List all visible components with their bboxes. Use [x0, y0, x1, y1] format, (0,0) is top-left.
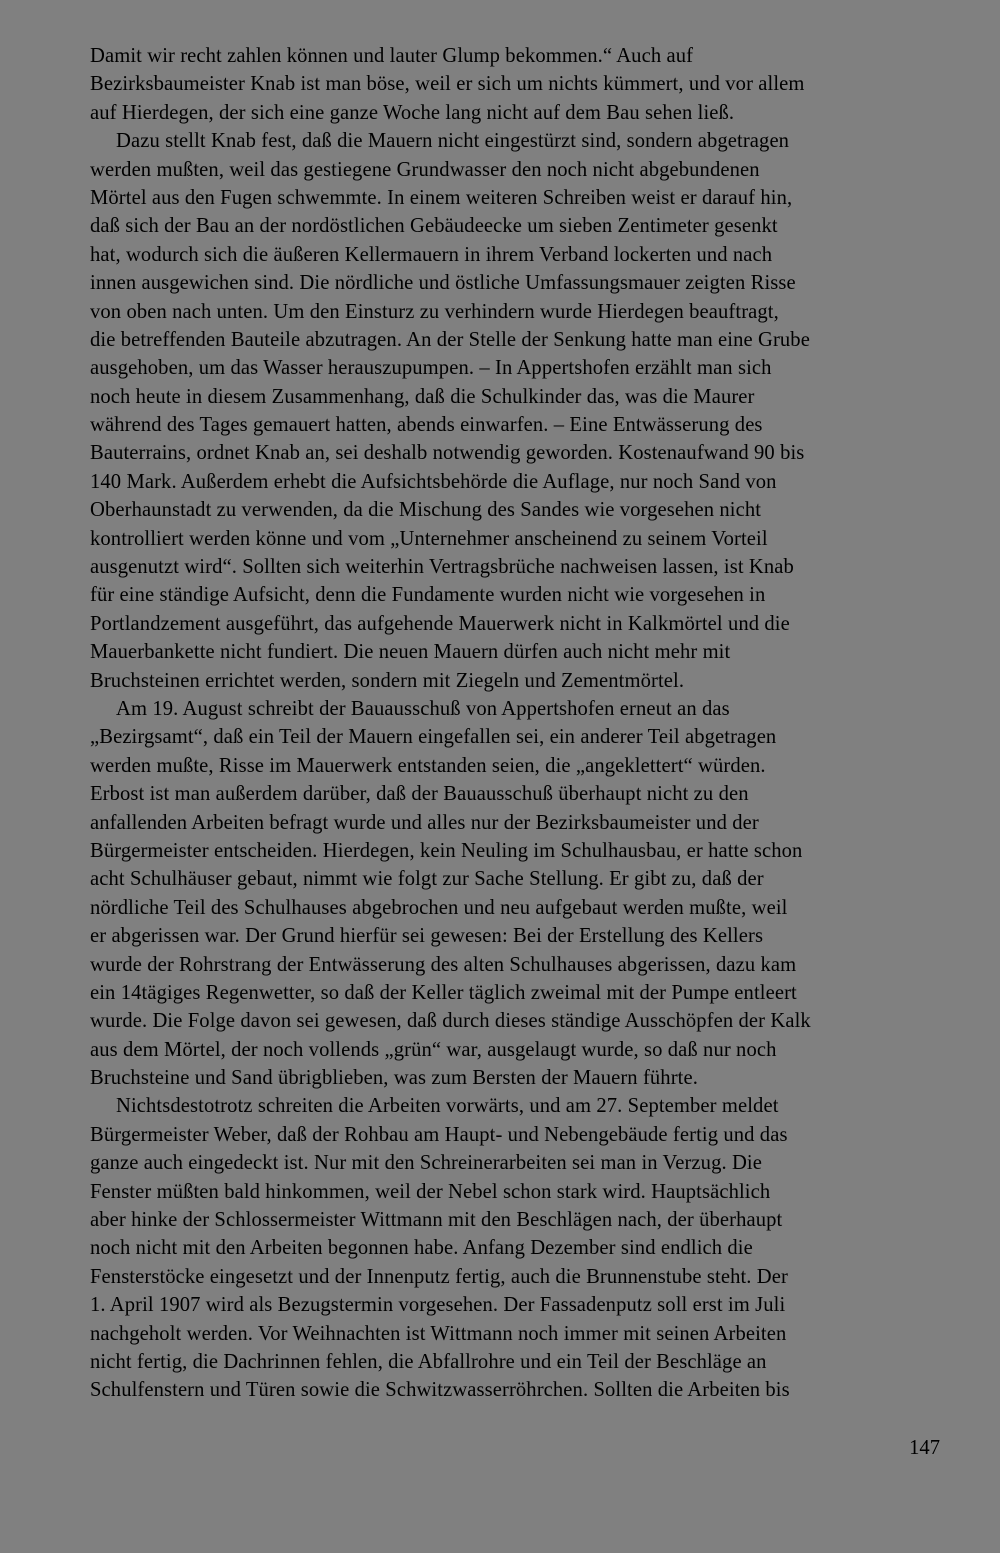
text-line: von oben nach unten. Um den Einsturz zu verhindern wurde Hierdegen beauftragt, [90, 300, 779, 323]
text-line: kontrolliert werden könne und vom „Unternehmer anscheinend zu seinem Vorteil [90, 527, 768, 550]
text-line: Erbost ist man außerdem darüber, daß der Bauausschuß überhaupt nicht zu den [90, 783, 749, 806]
text-line: Fensterstöcke eingesetzt und der Innenputz fertig, auch die Brunnenstube steht. Der [90, 1265, 788, 1288]
text-line: Fenster müßten bald hinkommen, weil der Nebel schon stark wird. Hauptsächlich [90, 1180, 771, 1203]
text-line: Bruchsteine und Sand übrigblieben, was zum Bersten der Mauern führte. [90, 1067, 698, 1090]
page-number: 147 [909, 1437, 940, 1459]
text-line: Bauterrains, ordnet Knab an, sei deshalb notwendig geworden. Kostenaufwand 90 bis [90, 442, 805, 465]
text-line: ausgehoben, um das Wasser herauszupumpen. – In Appertshofen erzählt man sich [90, 357, 772, 380]
text-line: Bürgermeister Weber, daß der Rohbau am Haupt- und Nebengebäude fertig und das [90, 1123, 788, 1146]
text-line: ein 14tägiges Regenwetter, so daß der Keller täglich zweimal mit der Pumpe entleert [90, 981, 797, 1004]
text-line: noch heute in diesem Zusammenhang, daß die Schulkinder das, was die Maurer [90, 385, 755, 408]
text-line: ganze auch eingedeckt ist. Nur mit den Schreinerarbeiten sei man in Verzug. Die [90, 1152, 762, 1175]
text-line: daß sich der Bau an der nordöstlichen Gebäudeecke um sieben Zentimeter gesenkt [90, 215, 778, 238]
paragraph [90, 127, 940, 695]
text-line: Oberhaunstadt zu verwenden, da die Mischung des Sandes wie vorgesehen nicht [90, 499, 762, 522]
text-line: hat, wodurch sich die äußeren Kellermauern in ihrem Verband lockerten und nach [90, 243, 773, 266]
text-line: nicht fertig, die Dachrinnen fehlen, die Abfallrohre und ein Teil der Beschläge an [90, 1350, 767, 1373]
text-line: Portlandzement ausgeführt, das aufgehende Mauerwerk nicht in Kalkmörtel und die [90, 612, 790, 635]
text-line: Mörtel aus den Fugen schwemmte. In einem weiteren Schreiben weist er darauf hin, [90, 186, 793, 209]
text-line: ausgenutzt wird“. Sollten sich weiterhin Vertragsbrüche nachweisen lassen, ist Knab [90, 556, 794, 579]
text-line: innen ausgewichen sind. Die nördliche und östliche Umfassungsmauer zeigten Risse [90, 272, 796, 295]
text-line: nachgeholt werden. Vor Weihnachten ist Wittmann noch immer mit seinen Arbeiten [90, 1322, 787, 1345]
text-line: aus dem Mörtel, der noch vollends „grün“ war, ausgelaugt wurde, so daß nur noch [90, 1038, 777, 1061]
text-line: Damit wir recht zahlen können und lauter Glump bekommen.“ Auch auf [90, 45, 694, 67]
text-line: wurde der Rohrstrang der Entwässerung des alten Schulhauses abgerissen, dazu kam [90, 953, 797, 976]
text-line: auf Hierdegen, der sich eine ganze Woche lang nicht auf dem Bau sehen ließ. [90, 101, 735, 124]
paragraph [90, 1092, 940, 1404]
text-line: Schulfenstern und Türen sowie die Schwitzwasserröhrchen. Sollten die Arbeiten bis [90, 1379, 790, 1402]
text-line: Dazu stellt Knab fest, daß die Mauern nicht eingestürzt sind, sondern abgetragen [116, 130, 790, 153]
text-line: acht Schulhäuser gebaut, nimmt wie folgt zur Sache Stellung. Er gibt zu, daß der [90, 868, 764, 891]
text-line: Bruchsteinen errichtet werden, sondern mit Ziegeln und Zementmörtel. [90, 669, 685, 692]
text-line: noch nicht mit den Arbeiten begonnen habe. Anfang Dezember sind endlich die [90, 1237, 753, 1260]
text-line: die betreffenden Bauteile abzutragen. An der Stelle der Senkung hatte man eine Grube [90, 328, 810, 351]
text-line: während des Tages gemauert hatten, abends einwarfen. – Eine Entwässerung des [90, 414, 763, 437]
text-line: anfallenden Arbeiten befragt wurde und alles nur der Bezirksbaumeister und der [90, 811, 759, 834]
text-line: Mauerbankette nicht fundiert. Die neuen Mauern dürfen auch nicht mehr mit [90, 641, 731, 664]
text-line: nördliche Teil des Schulhauses abgebrochen und neu aufgebaut werden mußte, weil [90, 896, 788, 919]
text-line: werden mußte, Risse im Mauerwerk entstanden seien, die „angeklettert“ würden. [90, 754, 766, 777]
text-line: werden mußten, weil das gestiegene Grundwasser den noch nicht abgebundenen [90, 158, 760, 181]
text-line: „Bezirgsamt“, daß ein Teil der Mauern eingefallen sei, ein anderer Teil abgetragen [90, 726, 777, 749]
text-line: Nichtsdestotrotz schreiten die Arbeiten vorwärts, und am 27. September meldet [116, 1095, 779, 1118]
text-line: er abgerissen war. Der Grund hierfür sei gewesen: Bei der Erstellung des Kellers [90, 925, 764, 948]
text-line: Bezirksbaumeister Knab ist man böse, weil er sich um nichts kümmert, und vor allem [90, 73, 805, 96]
text-line: für eine ständige Aufsicht, denn die Fundamente wurden nicht wie vorgesehen in [90, 584, 766, 607]
text-line: Bürgermeister entscheiden. Hierdegen, kein Neuling im Schulhausbau, er hatte schon [90, 839, 803, 862]
paragraph [90, 42, 940, 127]
text-line: aber hinke der Schlossermeister Wittmann mit den Beschlägen nach, der überhaupt [90, 1209, 783, 1232]
text-line: Am 19. August schreibt der Bauausschuß von Appertshofen erneut an das [116, 697, 730, 720]
text-line: 1. April 1907 wird als Bezugstermin vorgesehen. Der Fassadenputz soll erst im Juli [90, 1294, 786, 1317]
paragraph [90, 695, 940, 1092]
text-line: wurde. Die Folge davon sei gewesen, daß durch dieses ständige Ausschöpfen der Kalk [90, 1010, 811, 1033]
page-body [90, 42, 940, 1405]
text-line: 140 Mark. Außerdem erhebt die Aufsichtsbehörde die Auflage, nur noch Sand von [90, 470, 777, 493]
